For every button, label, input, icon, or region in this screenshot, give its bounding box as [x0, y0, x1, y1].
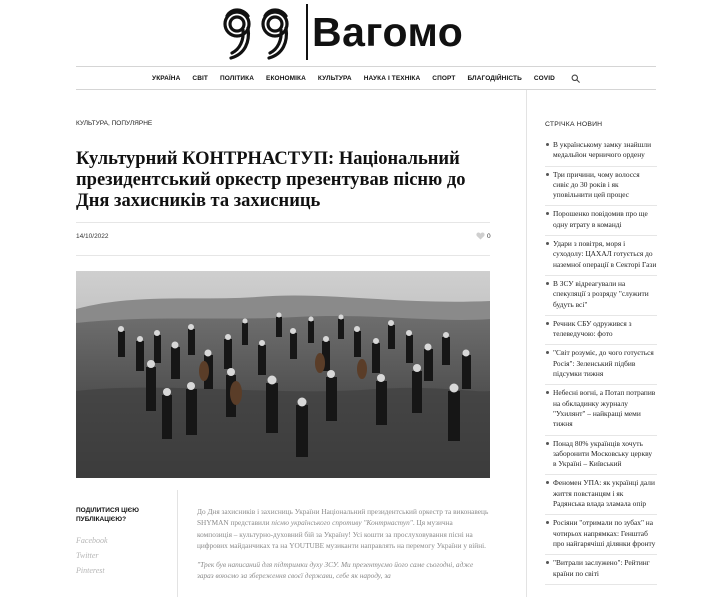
article-paragraph	[197, 506, 489, 551]
news-item[interactable]: В ЗСУ відреагували на спекуляції з розряду "служити будуть всі"	[545, 276, 657, 316]
divider	[76, 222, 490, 223]
news-item[interactable]: Понад 80% українців хочуть заборонити Московську церкву в Україні – Київський	[545, 436, 657, 476]
logo-99-mark	[219, 4, 305, 60]
logo-text: Вагомо	[312, 9, 464, 55]
main-nav	[76, 66, 656, 90]
article-title: Культурний КОНТРНАСТУП: Національний президентський оркестр презентував пісню до Дня захисників та захисниць	[76, 149, 466, 211]
nav-item-world[interactable]: СВІТ	[192, 74, 208, 82]
news-item[interactable]: Небесні вогні, а Потап потрапив на обкладинку журналу "Ухилянт" – найкращі меми тижня	[545, 385, 657, 435]
song-link[interactable]: пісню українського спротиву "Контрнаступ"	[271, 518, 413, 528]
news-item[interactable]: "Світ розуміє, до чого готується Росія": Зеленський підбив підсумки тижня	[545, 345, 657, 385]
article-body	[197, 506, 489, 582]
news-item[interactable]: Три причини, чому волосся сивіє до 30 років і як уповільнити цей процес	[545, 167, 657, 207]
like-button[interactable]	[476, 232, 491, 240]
sidebar-divider	[526, 90, 527, 597]
news-item[interactable]: "Витрали заслужено": Рейтинг країни по світі	[545, 555, 657, 585]
heart-icon	[476, 232, 485, 240]
site-logo[interactable]	[219, 4, 463, 60]
news-item[interactable]: Росіяни "отримали по зубах" на чотирьох напрямках: Генштаб про найгарячіші ділянки фронту	[545, 515, 657, 555]
news-feed	[545, 137, 657, 585]
news-item[interactable]: Удари з повітря, моря і суходолу: ЦАХАЛ готується до наземної операції в Секторі Гази	[545, 236, 657, 276]
article-quote: "Трек був написаний для підтримки духу ЗСУ. Ми презентуємо його саме сьогодні, адже зараз воюємо за збереження своєї держави, себе як народу, за	[197, 560, 474, 581]
paragraph-text: . Ця музична композиція – культурно-духовний бій за Україну! Усі кошти за прослуховування пісні на цифрових майданчиках та на YOUTUBE музиканти направлять на перемогу України у війні.	[197, 518, 486, 550]
nav-item-charity[interactable]: БЛАГОДІЙНІСТЬ	[467, 74, 522, 82]
nav-item-covid[interactable]: COVID	[533, 74, 555, 82]
nav-item-politics[interactable]: ПОЛІТИКА	[219, 74, 255, 82]
nav-item-culture[interactable]: КУЛЬТУРА	[317, 74, 352, 82]
news-item[interactable]: В українському замку знайшли медальйон черничого ордену	[545, 137, 657, 167]
news-item[interactable]: Феномен УПА: як українці дали життя повстанцям і як Радянська влада зламала опір	[545, 475, 657, 515]
article-date: 14/10/2022	[76, 233, 109, 240]
news-item[interactable]: Порошенко повідомив про ще одну втрату в команді	[545, 206, 657, 236]
share-facebook-link[interactable]: Facebook	[76, 536, 108, 545]
search-icon[interactable]	[571, 74, 580, 83]
nav-item-ukraine[interactable]: УКРАЇНА	[152, 74, 181, 82]
share-pinterest-link[interactable]: Pinterest	[76, 566, 105, 575]
paragraph-text: До Дня захисників і захисниць України Національний президентський оркестр та виконавець SHYMAN представили	[197, 507, 489, 528]
article-photo[interactable]	[76, 271, 490, 478]
share-block	[76, 506, 166, 575]
like-count: 0	[487, 232, 491, 240]
news-item[interactable]: Речник СБУ одружився з телеведучою: фото	[545, 316, 657, 346]
sidebar-title: СТРІЧКА НОВИН	[545, 121, 603, 128]
share-title: ПОДІЛИТИСЯ ЦІЄЮ ПУБЛІКАЦІЄЮ?	[76, 507, 140, 523]
nav-item-science[interactable]: НАУКА І ТЕХНІКА	[363, 74, 421, 82]
share-twitter-link[interactable]: Twitter	[76, 551, 99, 560]
logo-divider	[306, 4, 308, 60]
divider	[177, 490, 178, 597]
article-category[interactable]: КУЛЬТУРА, ПОПУЛЯРНЕ	[76, 120, 153, 127]
nav-item-economy[interactable]: ЕКОНОМІКА	[266, 74, 306, 82]
divider	[76, 255, 490, 256]
nav-item-sport[interactable]: СПОРТ	[432, 74, 456, 82]
